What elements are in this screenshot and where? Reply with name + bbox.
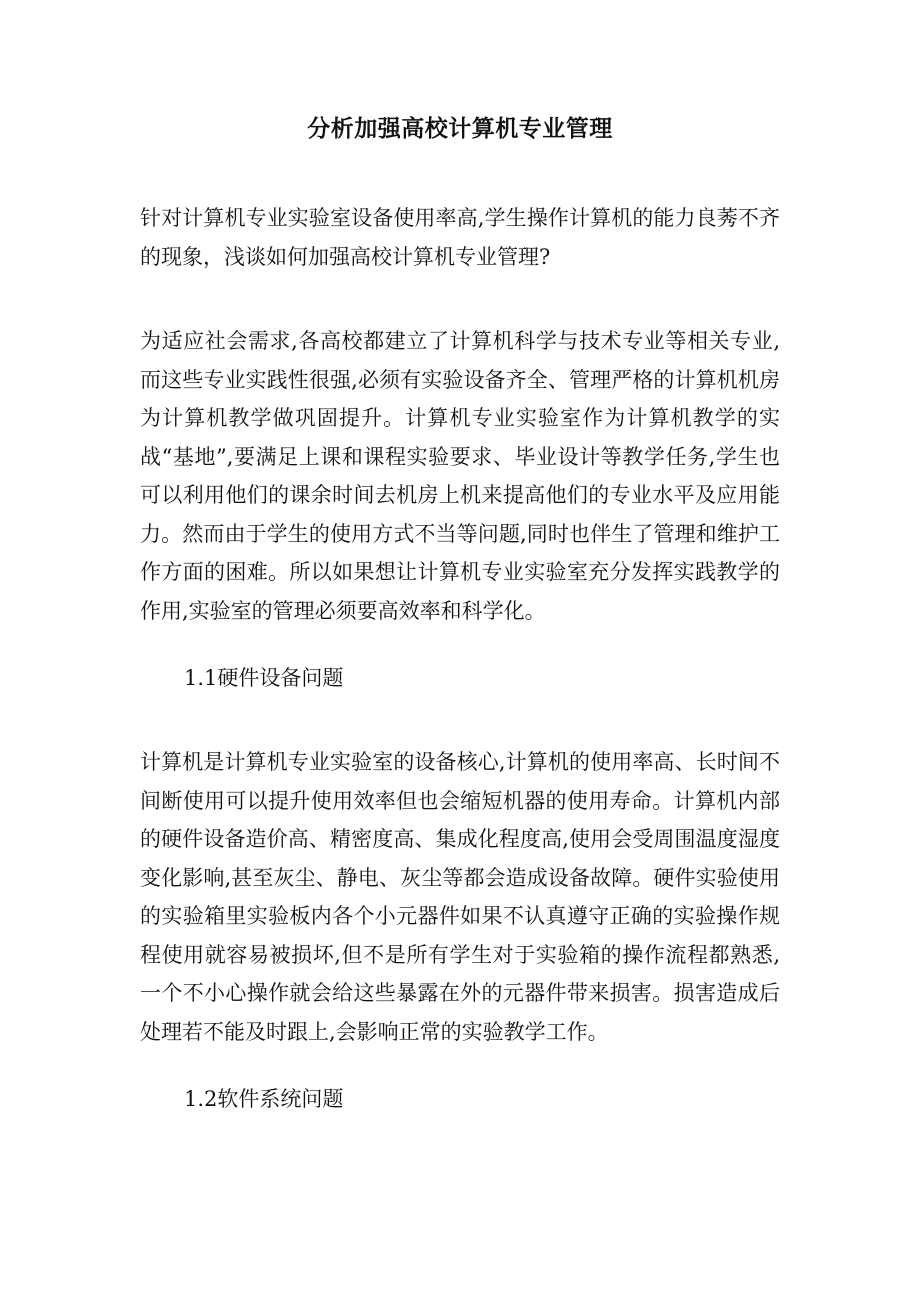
paragraph-hardware: 计算机是计算机专业实验室的设备核心,计算机的使用率高、长时间不间断使用可以提升使用效率但也会缩短机器的使用寿命。计算机内部的硬件设备造价高、精密度高、集成化程度高,使用会受周围温度湿度变化影响,甚至灰尘、静电、灰尘等都会造成设备故障。硬件实验使用的实验箱里实验板内各个小元器件如果不认真遵守正确的实验操作规程使用就容易被损坏,但不是所有学生对于实验箱的操作流程都熟悉,一个不小心操作就会给这些暴露在外的元器件带来损害。损害造成后处理若不能及时跟上,会影响正常的实验教学工作。	[140, 750, 780, 1044]
paragraph-intro: 针对计算机专业实验室设备使用率高,学生操作计算机的能力良莠不齐的现象，浅谈如何加强高校计算机专业管理?	[140, 206, 780, 269]
section-heading-software: 1.2软件系统问题	[184, 1087, 344, 1111]
section-heading-hardware: 1.1硬件设备问题	[184, 666, 344, 690]
paragraph-background: 为适应社会需求,各高校都建立了计算机科学与技术专业等相关专业,而这些专业实践性很强,必须有实验设备齐全、管理严格的计算机机房为计算机教学做巩固提升。计算机专业实验室作为计算机教学的实战“基地”,要满足上课和课程实验要求、毕业设计等教学任务,学生也可以利用他们的课余时间去机房上机来提高他们的专业水平及应用能力。然而由于学生的使用方式不当等问题,同时也伴生了管理和维护工作方面的困难。所以如果想让计算机专业实验室充分发挥实践教学的作用,实验室的管理必须要高效率和科学化。	[140, 329, 780, 623]
document-title: 分析加强高校计算机专业管理	[307, 115, 613, 142]
